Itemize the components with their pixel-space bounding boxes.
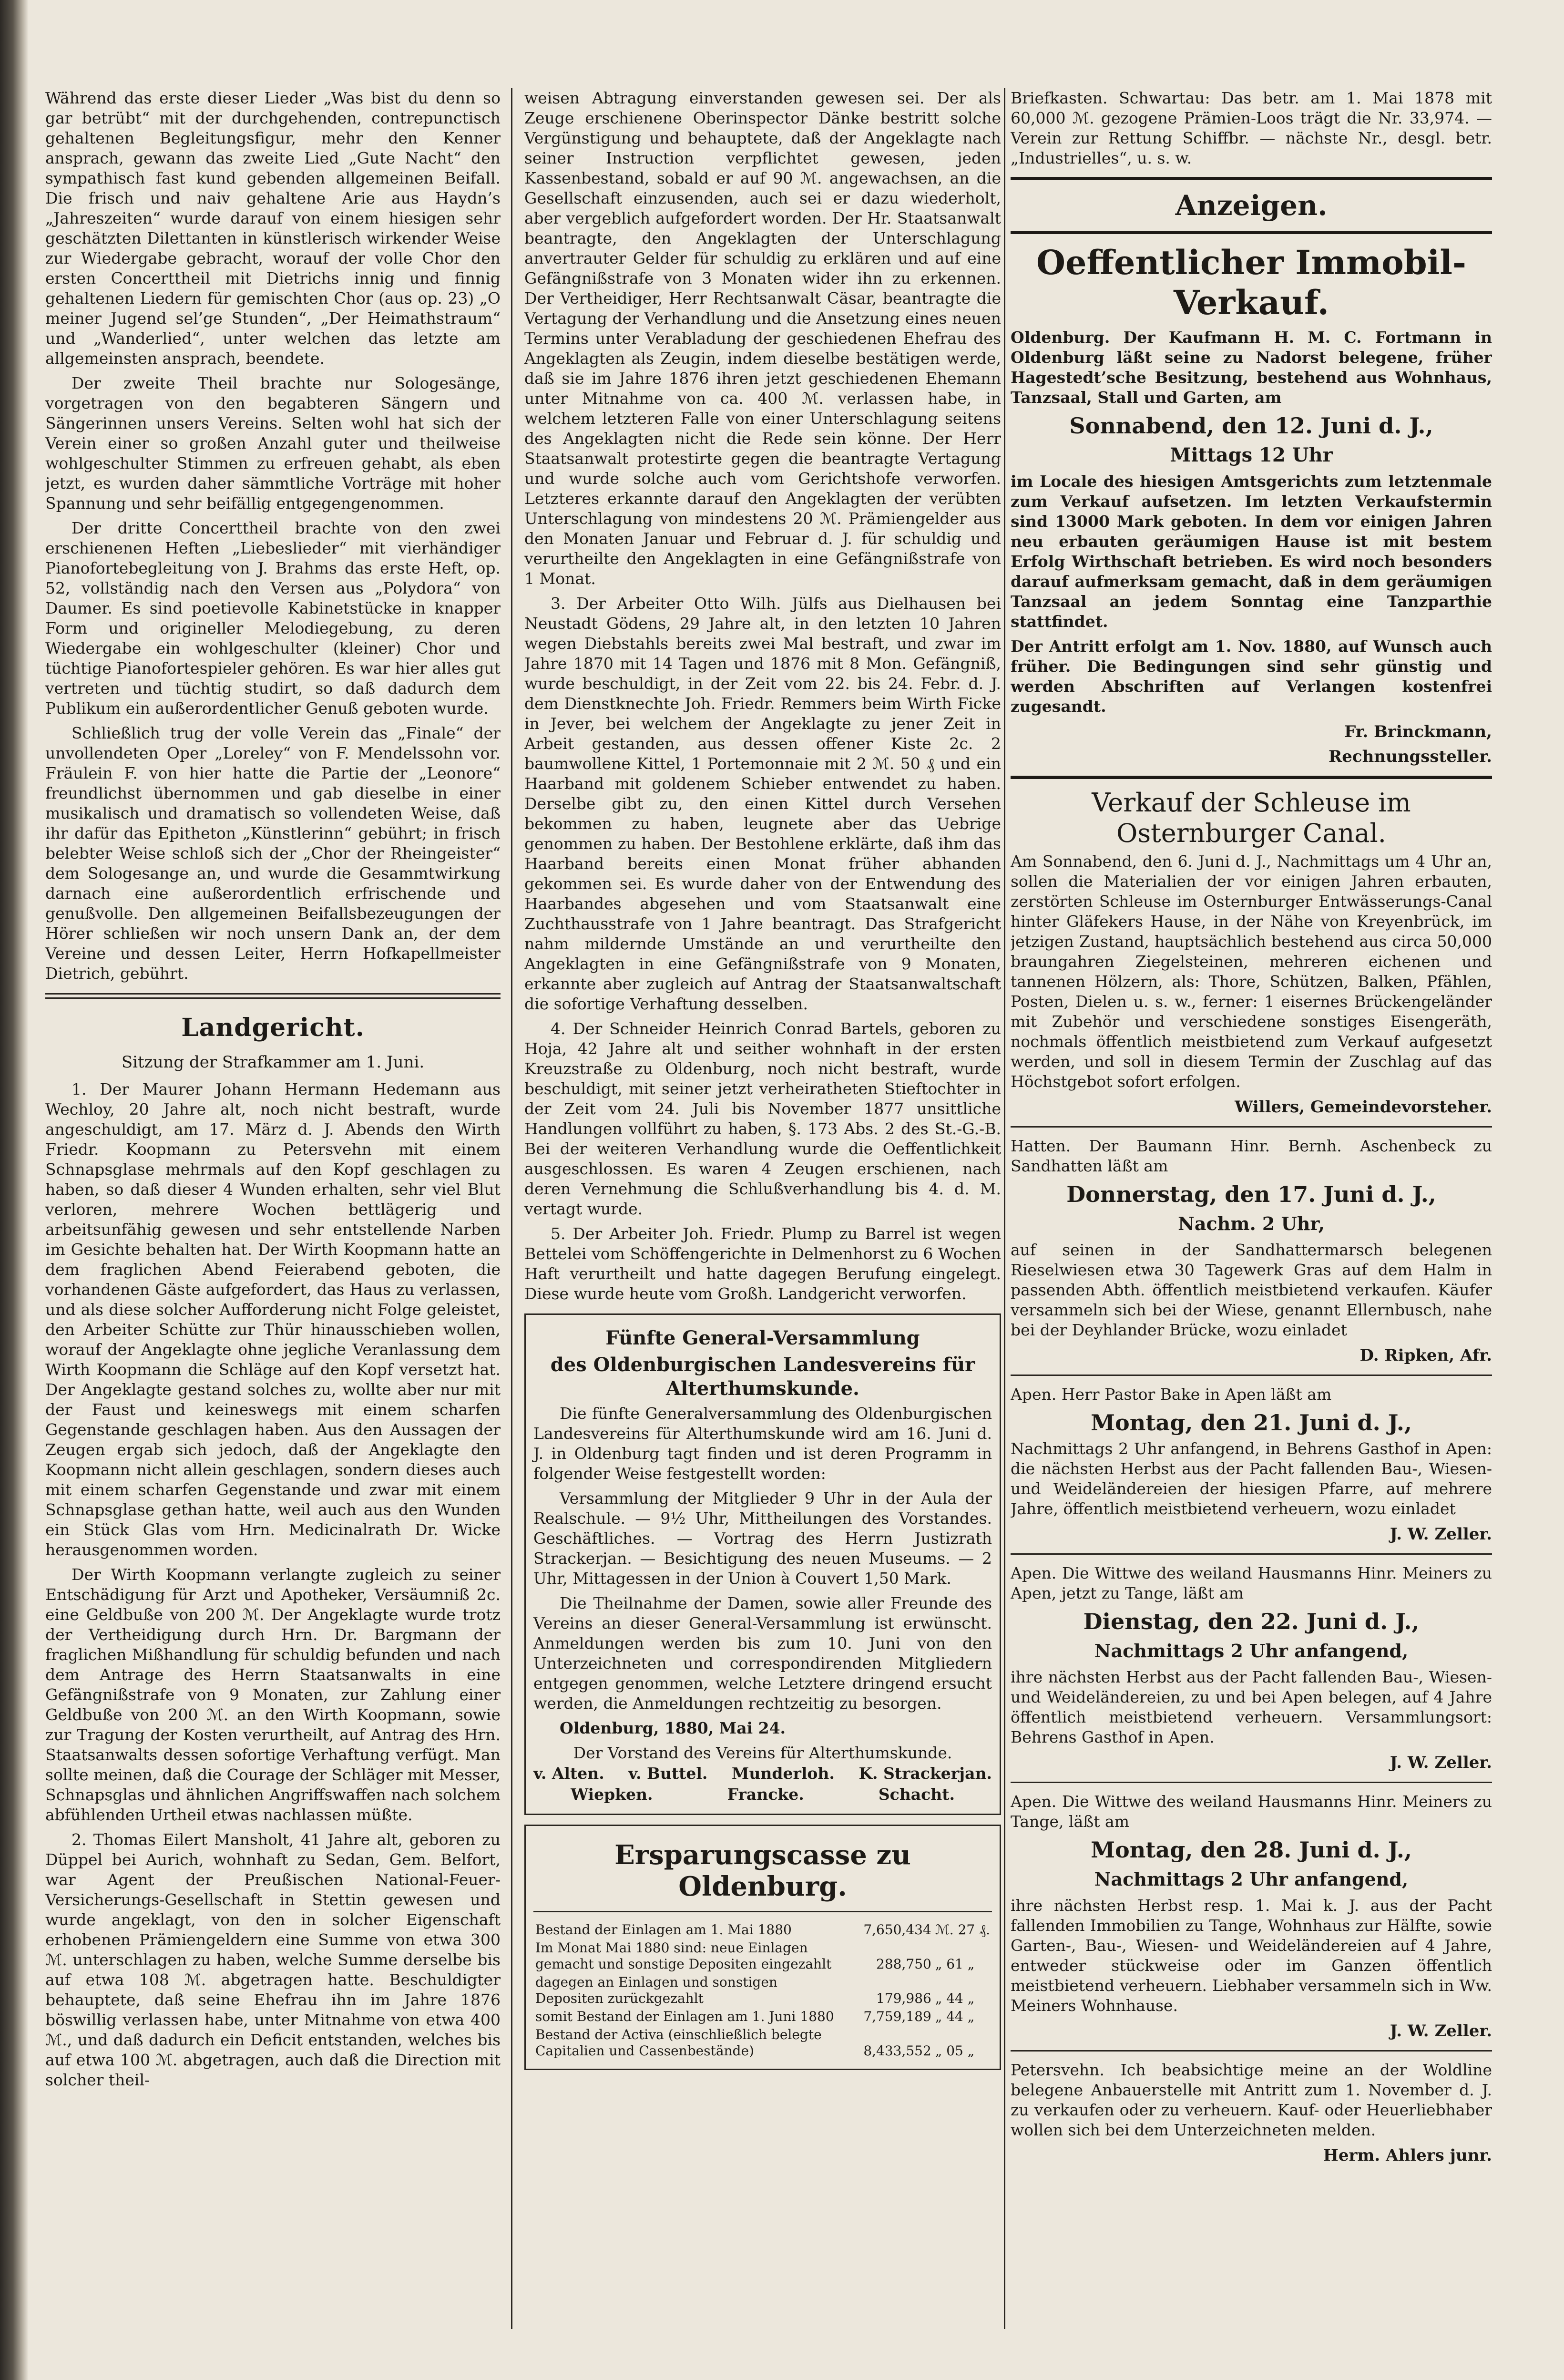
column-divider-2 bbox=[1004, 88, 1005, 2329]
ad-text: Petersvehn. Ich beabsichtige meine an der Woldline belegene Anbauerstelle mit Antritt zum 1. November d. J. zu verkaufen oder zu verheuern. Kauf- oder Heuerliebhaber wollen sich bei dem Unterzeichneten melden. bbox=[1011, 2061, 1492, 2139]
ledger-label: dagegen an Einlagen und sonstigen Depositen zurückgezahlt bbox=[535, 1974, 777, 2006]
ad-text: im Locale des hiesigen Amtsgerichts zum letztenmale zum Verkauf aufsetzen. Im letzten Verkaufstermin sind 13000 Mark geboten. In dem vor einigen Jahren neu erbauten geräumigen Hause ist mit bestem Erfolg Wirthschaft betrieben. Es wird noch besonders darauf aufmerksam gemacht, daß in dem geräumigen Tanzsaal an jedem Sonntag eine Tanzparthie stattfindet. bbox=[1011, 472, 1492, 631]
court-case-1-verdict: Der Wirth Koopmann verlangte zugleich zu seiner Entschädigung für Arzt und Apotheker, Versäumniß 2c. eine Geldbuße von 200 ℳ. Der Angeklagte wurde trotz der Vertheidigung durch Hrn. Dr. Bargmann der fraglichen Mißhandlung für schuldig befunden und nach dem Antrage des Herrn Staatsanwalts in eine Gefängnißstrafe von 9 Monaten, zur Zahlung einer Geldbuße von 200 ℳ. an den Wirth Koopmann, sowie zur Tragung der Kosten verurtheilt, auf Antrag des Hrn. Staatsanwalts dessen sofortige Verhaftung verfügt. Man sollte meinen, daß die Courage der Schläger mit Messer, Schnapsglas und ähnlichen Angriffswaffen nach solchem abfühlenden Urtheil etwas nachlassen müßte. bbox=[45, 1565, 501, 1824]
ad-time: Mittags 12 Uhr bbox=[1170, 444, 1333, 466]
ad-text: Nachmittags 2 Uhr anfangend, in Behrens Gasthof in Apen: die nächsten Herbst aus der Pacht fallenden Bau-, Wiesen- und Weideländereien der hiesigen Pfarre, auf mehrere Jahre, öffentlich meistbietend verheuern, wozu einladet bbox=[1011, 1439, 1492, 1518]
ad-text: ihre nächsten Herbst aus der Pacht fallenden Bau-, Wiesen- und Weideländereien, zu und bei Apen belegen, auf 4 Jahre öffentlich meistbietend verheuern. Versammlungsort: Behrens Gasthof in Apen. bbox=[1011, 1668, 1492, 1746]
ad-immobil-verkauf bbox=[1011, 243, 1492, 767]
ads-heading-rule bbox=[1011, 231, 1492, 234]
ledger-row bbox=[533, 1939, 992, 1973]
ledger-row bbox=[533, 2008, 992, 2026]
ad-text: Der Antritt erfolgt am 1. Nov. 1880, auf Wunsch auch früher. Die Bedingungen sind sehr günstig und werden Abschriften auf Verlangen kostenfrei zugesandt. bbox=[1011, 637, 1492, 716]
column-divider-1 bbox=[511, 88, 512, 2329]
ledger-currency: „ 61 „ bbox=[935, 1956, 975, 1972]
ad-date: Sonnabend, den 12. Juni d. J., bbox=[1069, 413, 1433, 439]
ledger-label: Im Monat Mai 1880 sind: neue Einlagen gemacht und sonstige Depositen eingezahlt bbox=[535, 1940, 832, 1972]
ad-text: Apen. Herr Pastor Bake in Apen läßt am bbox=[1011, 1385, 1332, 1404]
ad-text: Apen. Die Wittwe des weiland Hausmanns Hinr. Meiners zu Apen, jetzt zu Tange, läßt am bbox=[1011, 1564, 1492, 1602]
court-case-2: 2. Thomas Eilert Mansholt, 41 Jahre alt, geboren zu Düppel bei Aurich, wohnhaft zu Sedan, Gem. Belfort, war Agent der Preußischen National-Feuer-Versicherungs-Gesellschaft in Stettin gewesen und wurde angeklagt, von den in solcher Eigenschaft erhobenen Prämiengeldern eine Summe von etwa 300 ℳ. unterschlagen zu haben, welche Summe derselbe bis auf etwa 108 ℳ. abgetragen hatte. Beschuldigter behauptete, daß seine Ehefrau ihn im Jahre 1876 böswillig verlassen habe, unter Mitnahme von etwa 400 ℳ., und daß dadurch ein Deficit entstanden, welches bis auf etwa 100 ℳ. abgetragen, auch daß die Direction mit solcher theil- bbox=[45, 1830, 501, 2089]
column-2 bbox=[524, 88, 1001, 2329]
ledger-currency: „ 44 „ bbox=[935, 2009, 975, 2024]
ad-signature: J. W. Zeller. bbox=[1390, 1753, 1492, 1772]
ad-divider bbox=[1011, 1126, 1492, 1128]
ad-date: Montag, den 28. Juni d. J., bbox=[1091, 1837, 1412, 1863]
ledger-amount: 288,750 bbox=[876, 1956, 931, 1972]
ad-text: ihre nächsten Herbst resp. 1. Mai k. J. aus der Pacht fallenden Immobilien zu Tange, Wohnhaus zur Hälfte, sowie Garten-, Bau-, Wiesen- und Weideländereien auf 4 Jahre, entweder stückweise oder im Ganzen öffentlich meistbietend verheuern. Liebhaber versammeln sich in Ww. Meiners Wohnhause. bbox=[1011, 1896, 1492, 2015]
ad-time: Nachm. 2 Uhr, bbox=[1178, 1213, 1325, 1234]
court-case-2-continued: weisen Abtragung einverstanden gewesen sei. Der als Zeuge erschienene Oberinspector Dänke bestritt solche Vergünstigung und behauptete, daß der Angeklagte nach seiner Instruction verpflichtet gewesen, jeden Kassenbestand, sobald er auf 90 ℳ. angewachsen, an die Gesellschaft einzusenden, auch sei er dazu wiederholt, aber vergeblich aufgefordert worden. Der Hr. Staatsanwalt beantragte, den Angeklagten der Unterschlagung anvertrauter Gelder für schuldig zu erklären und auf eine Gefängnißstrafe von 3 Monaten wider ihn zu erkennen. Der Vertheidiger, Herr Rechtsanwalt Cäsar, beantragte die Vertagung der Verhandlung und die Ansetzung eines neuen Termins unter Verabladung der geschiedenen Ehefrau des Angeklagten als Zeugin, indem dieselbe bestätigen werde, daß sie im Jahre 1876 ihren jetzt geschiedenen Ehemann unter Mitnahme von ca. 400 ℳ. verlassen habe, in welchem letzteren Falle von einer Unterschlagung seitens des Angeklagten nicht die Rede sein könne. Der Herr Staatsanwalt protestirte gegen die beantragte Vertagung und wurde solche auch vom Gerichtshofe verworfen. Letzteres erkannte darauf den Angeklagten der verübten Unterschlagung von mindestens 20 ℳ. Prämiengelder aus den Monaten Januar und Februar d. J. für schuldig und verurtheilte den Angeklagten in eine Gefängnißstrafe von 1 Monat. bbox=[524, 89, 1001, 588]
ledger-label: somit Bestand der Einlagen am 1. Juni 1880 bbox=[535, 2009, 834, 2024]
ledger-currency: „ 05 „ bbox=[935, 2043, 975, 2059]
ad-apen-pfarre bbox=[1011, 1385, 1492, 1545]
column-1 bbox=[45, 88, 501, 2329]
concert-paragraph-3: Der dritte Concerttheil brachte von den zwei erschienenen Heften „Liebeslieder“ mit vierhändiger Pianofortebegleitung von J. Brahms das erste Heft, op. 52, vollständig nach den Versen aus „Polydora“ von Daumer. Es sind poetievolle Kabinetstücke in knapper Form und origineller Melodiegebung, zu deren Wiedergabe ein wohlgeschulter (kleiner) Chor und tüchtige Pianofortespieler gehören. Es war hier alles gut vertreten und tüchtig studirt, so daß dadurch dem Publikum ein außerordentlicher Genuß geboten wurde. bbox=[45, 519, 501, 718]
ledger-amount: 7,650,434 bbox=[863, 1922, 931, 1938]
court-case-3: 3. Der Arbeiter Otto Wilh. Jülfs aus Dielhausen bei Neustadt Gödens, 29 Jahre alt, in den letzten 10 Jahren wegen Diebstahls bereits zwei Mal bestraft, und zwar im Jahre 1870 mit 14 Tagen und 1876 mit 8 Mon. Gefängniß, wurde beschuldigt, in der Zeit vom 22. bis 24. Febr. d. J. dem Dienstknechte Joh. Friedr. Remmers beim Wirth Ficke in Jever, bei welchem der Angeklagte zu jener Zeit in Arbeit gestanden, aus dessen offener Kiste 2c. 2 baumwollene Kittel, 1 Portemonnaie mit 2 ℳ. 50 ₰ und ein Haarband mit goldenem Schieber entwendet zu haben. Derselbe gibt zu, den einen Kittel durch Versehen bekommen zu haben, leugnete aber das Uebrige genommen zu haben. Der Bestohlene erklärte, daß ihm das Haarband bereits einen Monat früher abhanden gekommen sei. Es wurde daher von der Entwendung des Haarbandes abgesehen und vom Staatsanwalt eine Zuchthausstrafe von 1 Jahre beantragt. Das Strafgericht nahm mildernde Umstände an und verurtheilte den Angeklagten in eine Gefängnißstrafe von 9 Monaten, erkannte aber zugleich auf Antrag der Staatsanwaltschaft die sofortige Verhaftung desselben. bbox=[524, 594, 1001, 1013]
notice-board: Der Vorstand des Vereins für Alterthumskunde. bbox=[573, 1744, 952, 1762]
ledger-amount: 8,433,552 bbox=[863, 2043, 931, 2059]
general-assembly-notice bbox=[524, 1313, 1001, 1815]
ad-apen-meiners-2 bbox=[1011, 1792, 1492, 2041]
notice-heading-sub: des Oldenburgischen Landesvereins für Alterthumskunde. bbox=[550, 1354, 975, 1400]
board-member: K. Strackerjan. bbox=[859, 1764, 992, 1783]
section-subheading: Sitzung der Strafkammer am 1. Juni. bbox=[121, 1053, 425, 1072]
court-case-1: 1. Der Maurer Johann Hermann Hedemann aus Wechloy, 20 Jahre alt, noch nicht bestraft, wurde angeschuldigt, am 17. März d. J. Abends den Wirth Friedr. Koopmann zu Petersvehn mit einem Schnapsglase mehrmals auf den Kopf geschlagen zu haben, so daß dieser 4 Wunden erhalten, sehr viel Blut verloren, mehrere Wochen bettlägerig und arbeitsunfähig gewesen und sehr entstellende Narben im Gesichte behalten hat. Der Wirth Koopmann hatte an dem fraglichen Abend Feierabend geboten, die vorhandenen Gäste aufgefordert, das Haus zu verlassen, und als diese solcher Aufforderung nicht Folge geleistet, den Arbeiter Schütte zur Thür hinausschieben wollen, worauf der Angeklagte ohne jegliche Veranlassung dem Wirth Koopmann die Schläge auf den Kopf versetzt hat. Der Angeklagte gestand solches zu, wollte aber nur mit der Faust und keineswegs mit einem scharfen Gegenstande geschlagen haben. Aus den Aussagen der Zeugen ergab sich jedoch, daß der Angeklagte den Koopmann nicht allein geschlagen, sondern dieses auch mit einem scharfen Gegenstande und zwar mit einem Schnapsglase gethan hatte, weil auch aus den Wunden ein Stück Glas vom Hrn. Medicinalrath Dr. Wicke herausgenommen worden. bbox=[45, 1080, 501, 1559]
ledger-row bbox=[533, 1973, 992, 2008]
notice-place-date: Oldenburg, 1880, Mai 24. bbox=[560, 1719, 786, 1737]
bank-ledger bbox=[533, 1921, 992, 2060]
ad-divider bbox=[1011, 1553, 1492, 1555]
ad-text: Am Sonnabend, den 6. Juni d. J., Nachmittags um 4 Uhr an, sollen die Materialien der vor einigen Jahren erbauten, zerstörten Schleuse im Osternburger Entwässerungs-Canal hinter Gläfekers Hause, in der Nähe von Kreyenbrück, im jetzigen Zustand, hauptsächlich bestehend aus circa 50,000 braungahren Ziegelsteinen, mehreren eichenen und tannenen Hölzern, als: Thore, Schützen, Balken, Pfählen, Posten, Dielen u. s. w., ferner: 1 eisernes Brückengeländer mit Zubehör und verschiedene sonstiges Eisengeräth, nochmals öffentlich meistbietend zum Verkauf aufgesetzt werden, und soll in diesem Termin der Zuschlag auf das Höchstgebot sofort erfolgen. bbox=[1011, 852, 1492, 1091]
court-case-5: 5. Der Arbeiter Joh. Friedr. Plump zu Barrel ist wegen Bettelei vom Schöffengerichte in Delmenhorst zu 6 Wochen Haft verurtheilt und hatte dagegen Berufung eingelegt. Diese wurde heute vom Großh. Landgericht verworfen. bbox=[524, 1224, 1001, 1303]
ad-time: Nachmittags 2 Uhr anfangend, bbox=[1094, 1640, 1409, 1662]
letterbox-notice: Briefkasten. Schwartau: Das betr. am 1. Mai 1878 mit 60,000 ℳ. gezogene Prämien-Loos trägt die Nr. 33,974. — Verein zur Rettung Schiffbr. — nächste Nr., desgl. betr. „Industrielles“, u. s. w. bbox=[1011, 89, 1492, 167]
ad-divider bbox=[1011, 776, 1492, 779]
ad-signature: J. W. Zeller. bbox=[1390, 2021, 1492, 2041]
ledger-label: Bestand der Activa (einschließlich belegte Capitalien und Cassenbestände) bbox=[535, 2027, 822, 2059]
section-heading-landgericht: Landgericht. bbox=[181, 1013, 365, 1042]
ad-text: Apen. Die Wittwe des weiland Hausmanns Hinr. Meiners zu Tange, läßt am bbox=[1011, 1792, 1492, 1831]
ad-title: Verkauf der Schleuse im Osternburger Canal. bbox=[1092, 788, 1411, 848]
ad-signature: D. Ripken, Afr. bbox=[1360, 1346, 1492, 1365]
notice-paragraph-3: Die Theilnahme der Damen, sowie aller Freunde des Vereins an dieser General-Versammlung ist erwünscht. Anmeldungen werden bis zum 10. Juni von den Unterzeichneten und correspondirenden Mitgliedern entgegen genommen, welche Letztere dringend ersucht werden, die Anmeldungen rechtzeitig zu besorgen. bbox=[533, 1594, 992, 1713]
ad-date: Donnerstag, den 17. Juni d. J., bbox=[1066, 1181, 1436, 1207]
board-member: Schacht. bbox=[878, 1785, 955, 1804]
ledger-currency: ℳ. 27 ₰. bbox=[935, 1922, 990, 1938]
ledger-currency: „ 44 „ bbox=[935, 1990, 975, 2006]
board-member: Francke. bbox=[727, 1785, 804, 1804]
ledger-row bbox=[533, 1921, 992, 1939]
court-case-4: 4. Der Schneider Heinrich Conrad Bartels, geboren zu Hoja, 42 Jahre alt und seither wohnhaft in der ersten Kreuzstraße zu Oldenburg, noch nicht bestraft, wurde beschuldigt, mit seiner jetzt verheiratheten Stieftochter in der Zeit vom 24. Juli bis November 1877 unsittliche Handlungen vollführt zu haben, §. 173 Abs. 2 des St.-G.-B. Bei der weiteren Verhandlung wurde die Oeffentlichkeit ausgeschlossen. Es waren 4 Zeugen erschienen, nach deren Vernehmung die Schlußverhandlung bis 4. d. M. vertagt wurde. bbox=[524, 1019, 1001, 1218]
board-member: Munderloh. bbox=[731, 1764, 835, 1783]
ad-schleuse-verkauf bbox=[1011, 788, 1492, 1118]
ads-heading: Anzeigen. bbox=[1175, 189, 1328, 222]
ad-date: Dienstag, den 22. Juni d. J., bbox=[1083, 1609, 1420, 1634]
ad-time: Nachmittags 2 Uhr anfangend, bbox=[1094, 1868, 1409, 1890]
ad-signature: Willers, Gemeindevorsteher. bbox=[1235, 1098, 1492, 1117]
concert-paragraph-4: Schließlich trug der volle Verein das „Finale“ der unvollendeten Oper „Loreley“ von F. Mendelssohn vor. Fräulein F. von hier hatte die Partie der „Leonore“ freundlichst übernommen und gab dieselbe in einer musikalisch und dramatisch so vollendeten Weise, daß ihr dafür das Epitheton „Künstlerinn“ gebührt; in frisch belebter Weise schloß sich der „Chor der Rheingeister“ dem Sologesange an, und wurde die Gesammtwirkung darnach eine außerordentlich erfrischende und genußvolle. Den allgemeinen Beifallsbezeugungen der Hörer schließen wir noch unsern Dank an, der dem Vereine und dessen Leiter, Herrn Hofkapellmeister Dietrich, gebührt. bbox=[45, 724, 501, 983]
ad-signature: J. W. Zeller. bbox=[1390, 1525, 1492, 1544]
board-member: v. Buttel. bbox=[628, 1764, 708, 1783]
ad-signature: Herm. Ahlers junr. bbox=[1323, 2146, 1492, 2165]
ads-top-rule bbox=[1011, 177, 1492, 180]
concert-paragraph-1: Während das erste dieser Lieder „Was bist du denn so gar betrübt“ mit der durchgehenden, contrepunctisch gehaltenen Begleitungsfigur, mehr den Kenner ansprach, gewann das zweite Lied „Gute Nacht“ den sympathisch fast kund gebenden allgemeinen Beifall. Die frisch und naiv gehaltene Arie aus Haydn’s „Jahreszeiten“ wurde darauf von einem hiesigen sehr geschätzten Dilettanten in künstlerisch wirkender Weise zur Wiedergabe gebracht, worauf der volle Chor den ersten Concerttheil mit Dietrichs innig und finnig gehaltenen Liedern für gemischten Chor (aus op. 23) „O meiner Jugend sel’ge Stunden“, „Der Heimathstraum“ und „Wanderlied“, unter welchen das letzte am allgemeinsten ansprach, beendete. bbox=[45, 89, 501, 368]
ad-date: Montag, den 21. Juni d. J., bbox=[1091, 1410, 1412, 1436]
ad-title: Oeffentlicher Immobil-Verkauf. bbox=[1036, 243, 1466, 322]
ad-signature-title: Rechnungssteller. bbox=[1329, 747, 1492, 766]
savings-bank-statement bbox=[524, 1825, 1001, 2070]
notice-heading: Fünfte General-Versammlung bbox=[605, 1327, 920, 1349]
column-3 bbox=[1011, 88, 1492, 2329]
ad-apen-meiners-1 bbox=[1011, 1563, 1492, 1773]
ledger-amount: 179,986 bbox=[876, 1990, 931, 2006]
ad-divider bbox=[1011, 1375, 1492, 1376]
notice-paragraph-2: Versammlung der Mitglieder 9 Uhr in der Aula der Realschule. — 9½ Uhr, Mittheilungen des Vorstandes. Geschäftliches. — Vortrag des Herrn Justizrath Strackerjan. — Besichtigung des neuen Museums. — 2 Uhr, Mittagessen in der Union à Couvert 1,50 Mark. bbox=[533, 1489, 992, 1588]
ad-divider bbox=[1011, 1782, 1492, 1783]
board-members-row-1 bbox=[533, 1763, 992, 1784]
ledger-amount: 7,759,189 bbox=[863, 2009, 931, 2024]
ad-text: Oldenburg. Der Kaufmann H. M. C. Fortmann in Oldenburg läßt seine zu Nadorst belegene, früher Hagestedt’sche Besitzung, bestehend aus Wohnhaus, Tanzsaal, Stall und Garten, am bbox=[1011, 328, 1492, 407]
bank-rule bbox=[533, 1911, 992, 1912]
ad-petersvehn bbox=[1011, 2060, 1492, 2166]
ad-text: auf seinen in der Sandhattermarsch belegenen Rieselwiesen etwa 30 Tagewerk Gras auf dem Halm in passenden Abth. öffentlich meistbietend verkaufen. Käufer versammeln sich bei der Wiese, genannt Ellernbusch, nahe bei der Deyhlander Brücke, wozu einladet bbox=[1011, 1241, 1492, 1339]
concert-paragraph-2: Der zweite Theil brachte nur Sologesänge, vorgetragen von den begabteren Sängern und Sängerinnen unsers Vereins. Selten wohl hat sich der Verein einer so großen Anzahl guter und theilweise wohlgeschulter Stimmen zu erfreuen gehabt, als eben jetzt, es wurden daher sämmtliche Vorträge mit hoher Spannung und sehr beifällig entgegengenommen. bbox=[45, 374, 501, 513]
ad-hatten-gras bbox=[1011, 1136, 1492, 1366]
ledger-row bbox=[533, 2026, 992, 2060]
ad-text: Hatten. Der Baumann Hinr. Bernh. Aschenbeck zu Sandhatten läßt am bbox=[1011, 1137, 1492, 1175]
bank-title: Ersparungscasse zu Oldenburg. bbox=[614, 1839, 911, 1902]
board-members-row-2 bbox=[533, 1784, 992, 1805]
page-binding-shadow bbox=[0, 0, 29, 2380]
ad-signature: Fr. Brinckmann, bbox=[1344, 722, 1492, 741]
board-member: Wiepken. bbox=[571, 1785, 653, 1804]
notice-paragraph-1: Die fünfte Generalversammlung des Oldenburgischen Landesvereins für Alterthumskunde wird am 16. Juni d. J. in Oldenburg tagt finden und ist deren Programm in folgender Weise festgestellt worden: bbox=[533, 1404, 992, 1483]
ledger-label: Bestand der Einlagen am 1. Mai 1880 bbox=[535, 1922, 792, 1938]
ad-divider bbox=[1011, 2050, 1492, 2052]
board-member: v. Alten. bbox=[533, 1764, 604, 1783]
section-divider bbox=[45, 993, 501, 999]
